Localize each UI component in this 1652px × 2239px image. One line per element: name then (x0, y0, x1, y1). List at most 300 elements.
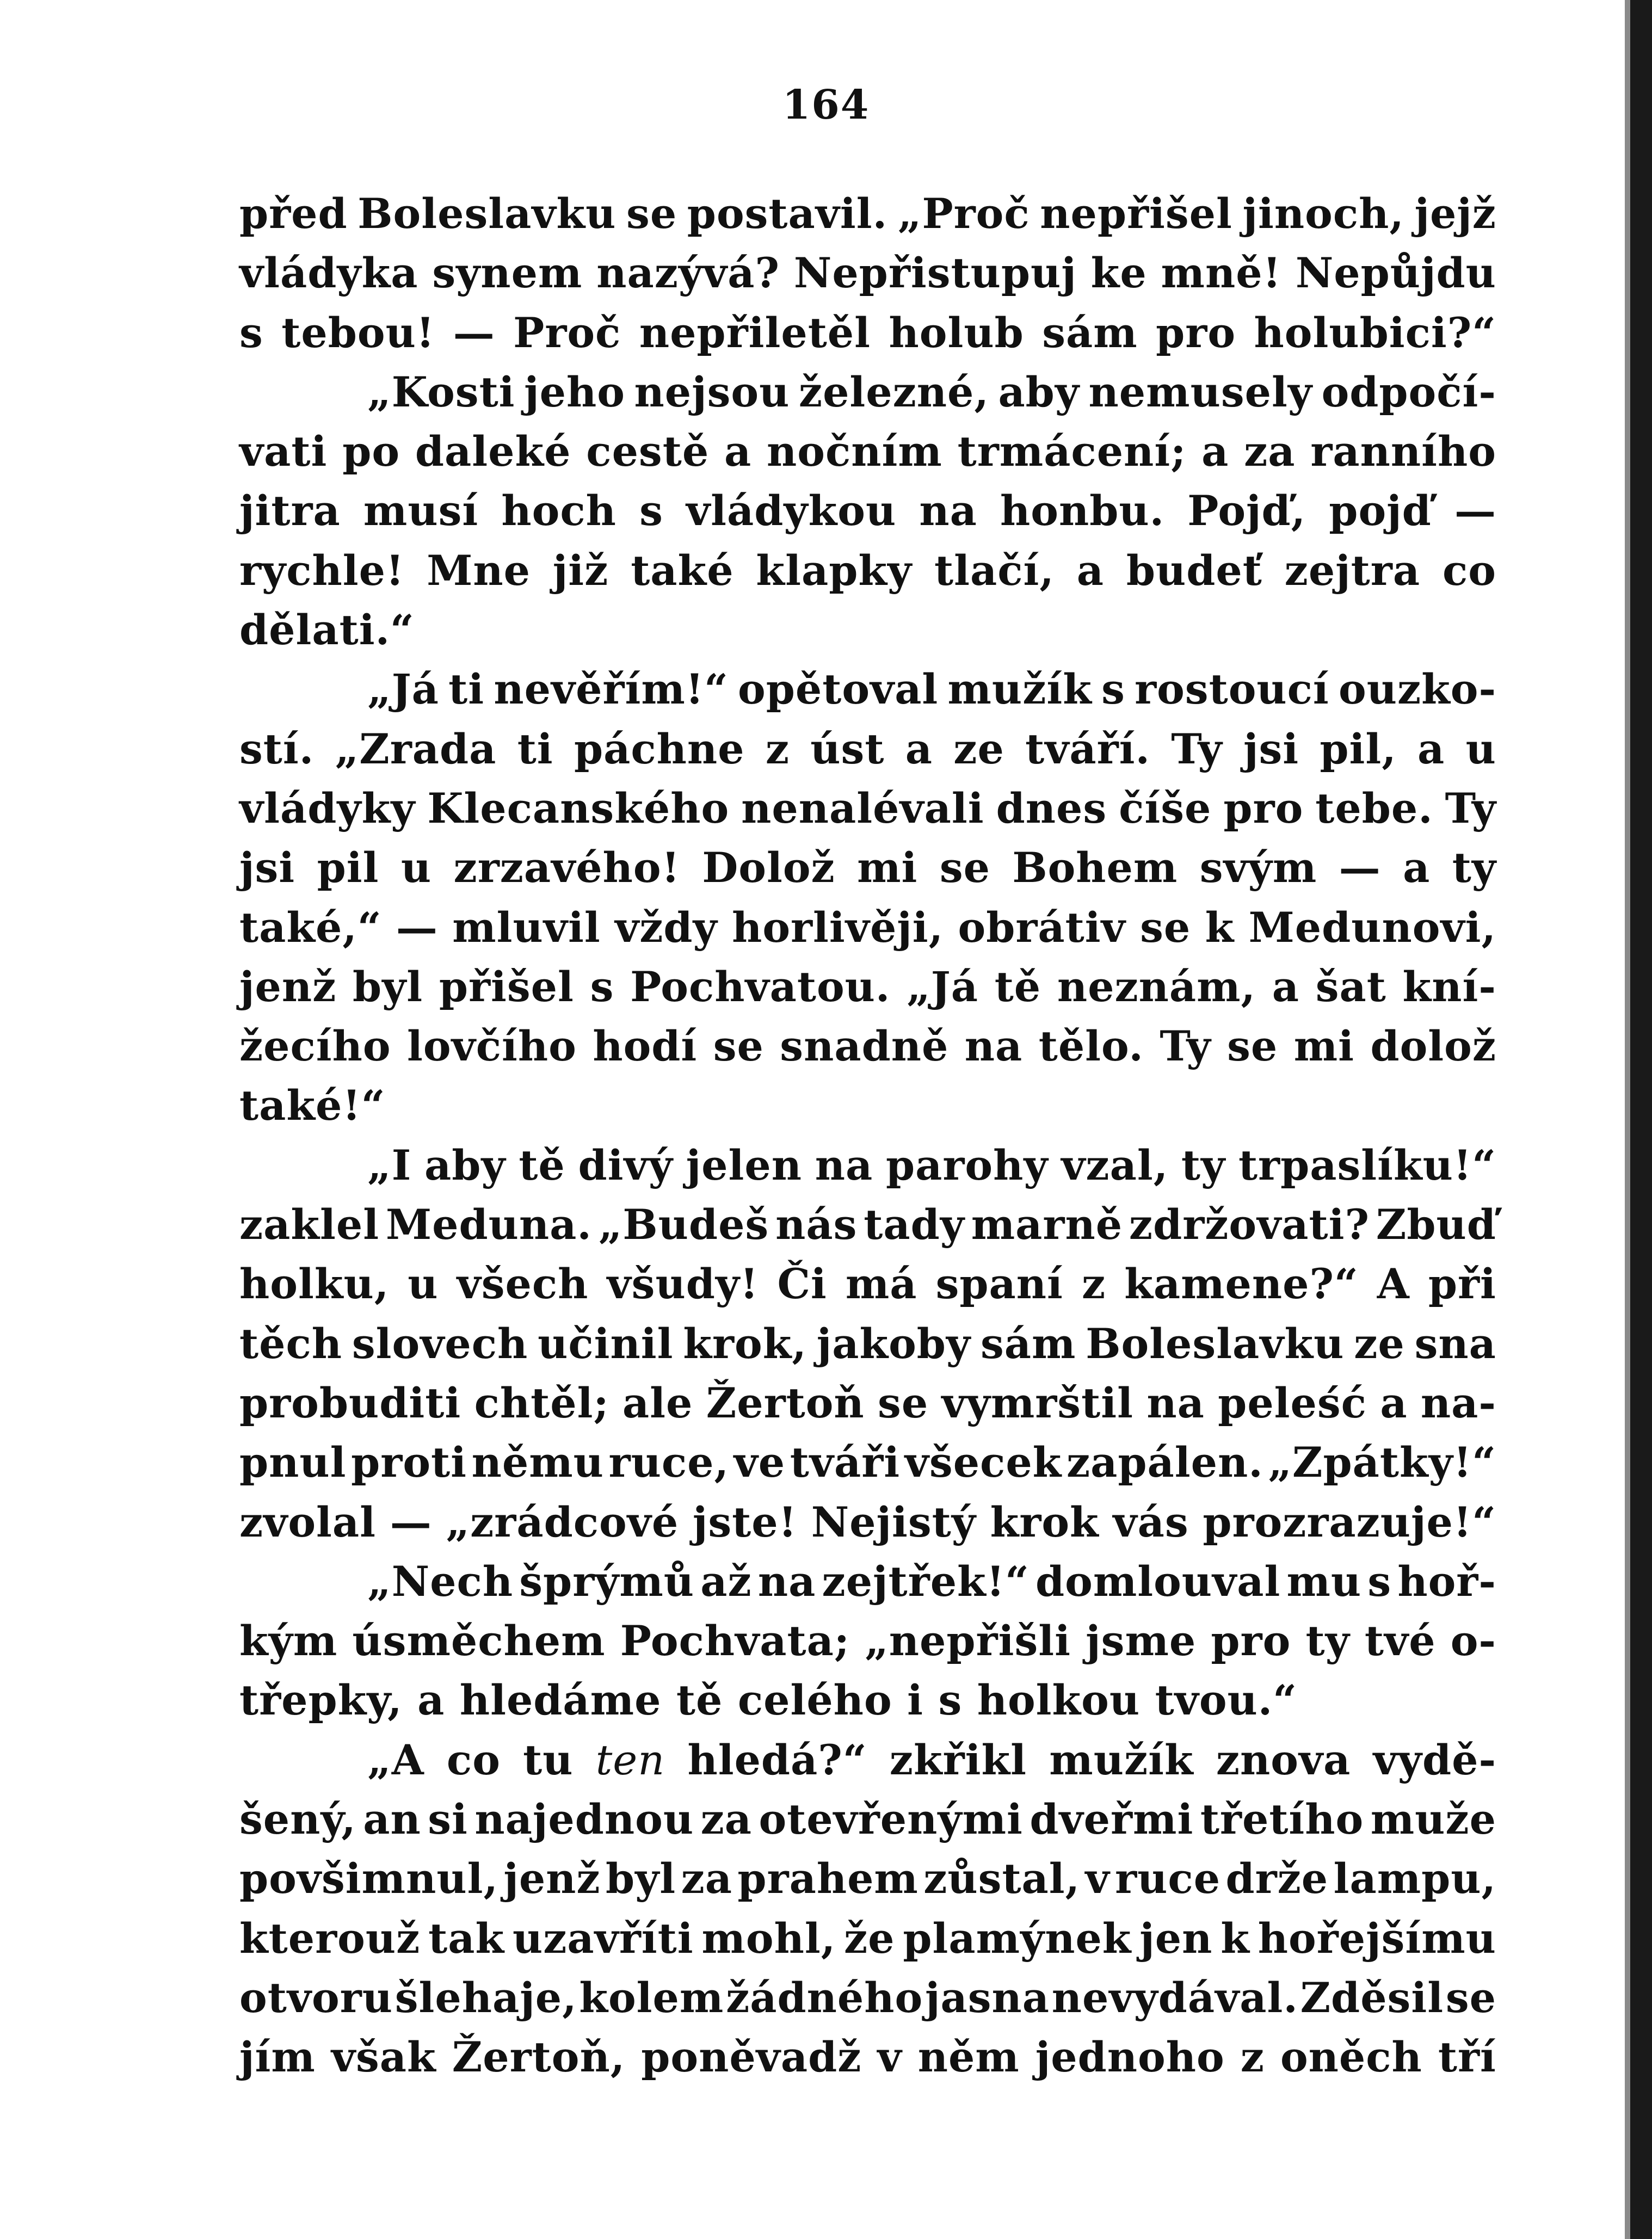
word: holku, (239, 1260, 390, 1309)
word: Zděsil (1300, 1973, 1444, 2022)
word: Mne (427, 546, 531, 595)
word: rychle! (239, 546, 405, 595)
word: klapky (756, 546, 913, 595)
text-line (239, 481, 1496, 540)
word: Pochvata; (620, 1617, 850, 1666)
word: Ty (1160, 1022, 1211, 1071)
word: Medunovi, (1248, 903, 1496, 952)
word: Dolož (702, 843, 835, 892)
word: hoch (501, 486, 617, 535)
word: z (765, 724, 790, 773)
word: také!“ (239, 1081, 386, 1130)
word: u (1465, 724, 1496, 773)
word: zrzavého! (453, 843, 680, 892)
word: krok (990, 1497, 1099, 1546)
word: na (919, 486, 977, 535)
word: na (815, 1140, 873, 1189)
word: ke (1090, 249, 1147, 298)
word: páchne (574, 724, 745, 773)
word: zapálen. (1066, 1438, 1263, 1487)
word: pro (1156, 308, 1236, 357)
word: tu (523, 1735, 574, 1784)
word: s (1367, 1557, 1392, 1606)
word: tlačí, (934, 546, 1055, 595)
word: k (1205, 903, 1235, 952)
word: obrátiv (958, 903, 1126, 952)
word: synem (432, 249, 583, 298)
word: třetího (1200, 1795, 1364, 1844)
text-line (239, 184, 1496, 243)
word: však (331, 2033, 436, 2082)
word: trmácení; (957, 427, 1187, 476)
word: muže (1370, 1795, 1496, 1844)
word: svým (1199, 843, 1317, 892)
word: probuditi (239, 1378, 461, 1427)
word: ty (1181, 1140, 1226, 1189)
word: daleké (415, 427, 571, 476)
word: jenž (503, 1854, 601, 1903)
word: úsměchem (352, 1617, 606, 1666)
word: ty (1452, 843, 1496, 892)
word: zvolal (239, 1497, 376, 1546)
word: vás (1113, 1497, 1189, 1546)
word: Či (777, 1260, 827, 1309)
word: — (396, 903, 438, 952)
word: vládyky (239, 784, 416, 832)
word: se (939, 843, 990, 892)
word: „I (367, 1140, 412, 1189)
text-line (239, 838, 1496, 897)
word: honbu. (1000, 486, 1165, 535)
word: „nepřišli (865, 1617, 1071, 1666)
word: má (845, 1260, 917, 1309)
word: při (1428, 1260, 1496, 1309)
word: žecího (239, 1022, 391, 1071)
word: holub (889, 308, 1024, 357)
word: povšimnul, (239, 1854, 498, 1903)
word: an (363, 1795, 421, 1844)
word: opětoval (738, 665, 939, 714)
word: z (1240, 2033, 1265, 2082)
word: jsi (1243, 724, 1299, 773)
word: tě (519, 1140, 565, 1189)
word: vati (239, 427, 328, 476)
word: co (446, 1735, 501, 1784)
word: uzavříti (512, 1914, 694, 1963)
word: jenž (239, 962, 337, 1011)
page-edge (1630, 0, 1652, 2239)
word: tak (428, 1914, 505, 1963)
word: vždy (615, 903, 718, 952)
word: holubici?“ (1254, 308, 1496, 357)
word: na (1146, 1378, 1205, 1427)
page-number: 164 (782, 82, 870, 128)
word: nepřiletěl (639, 308, 871, 357)
word: hledá?“ (687, 1735, 867, 1784)
word: dnes (996, 784, 1107, 832)
text-line (239, 362, 1496, 422)
word: holkou (977, 1676, 1155, 1725)
word: jsi (239, 843, 295, 892)
word: o- (1450, 1617, 1496, 1666)
word: budeť (1126, 546, 1262, 595)
word: aby (998, 367, 1080, 416)
word: ruce, (608, 1438, 729, 1487)
word: a (1403, 843, 1431, 892)
word: ze (953, 724, 1004, 773)
word: s (639, 486, 663, 535)
word: Ty (1445, 784, 1496, 832)
word: Meduna. (386, 1200, 592, 1249)
word: něm (917, 2033, 1020, 2082)
word: divý (578, 1140, 673, 1189)
word: marně (971, 1200, 1123, 1249)
word: Proč (513, 308, 621, 357)
word: se (1227, 1022, 1278, 1071)
word: lovčího (407, 1022, 577, 1071)
text-line (239, 1195, 1496, 1254)
word: „Zpátky!“ (1268, 1438, 1496, 1487)
word: na (964, 1022, 1023, 1071)
word: tří (1438, 2033, 1496, 2082)
text-line (239, 957, 1496, 1016)
word: na (757, 1557, 816, 1606)
page-edge-shadow (1625, 0, 1630, 2239)
word: a (1201, 427, 1229, 476)
word: otevřenými (759, 1795, 1023, 1844)
word: před (239, 189, 348, 238)
word: A (1377, 1260, 1410, 1309)
word: otvoru (239, 1973, 393, 2022)
word: žádného (726, 1973, 923, 2022)
text-line (239, 1909, 1496, 1968)
word: pil (317, 843, 379, 892)
word: hledáme (459, 1676, 676, 1725)
word: nenalévali (741, 784, 984, 832)
word: za (681, 1854, 732, 1903)
word: k (1220, 1914, 1250, 1963)
text-line (239, 2027, 1496, 2087)
word: poněvadž (641, 2033, 862, 2082)
word: pojď (1329, 486, 1432, 535)
word: zdržovati? (1129, 1200, 1370, 1249)
word: trpaslíku!“ (1238, 1140, 1496, 1189)
text-line (239, 1433, 1496, 1492)
word: v (877, 2033, 902, 2082)
word: tebe. (1315, 784, 1433, 832)
word: Bohem (1012, 843, 1178, 892)
word: šlehaje, (394, 1973, 577, 2022)
word: „zrádcové (446, 1497, 679, 1546)
word: hořejšímu (1258, 1914, 1496, 1963)
word: proti (351, 1438, 467, 1487)
word: oněch (1280, 2033, 1422, 2082)
word: odpočí- (1321, 367, 1496, 416)
word: rostoucí (1135, 665, 1329, 714)
word: Pochvatou. (630, 962, 891, 1011)
text-line (239, 1552, 1496, 1611)
word: tvé (1364, 1617, 1436, 1666)
word: pro (1211, 1617, 1291, 1666)
word: vymrštil (941, 1378, 1133, 1427)
word: a (1272, 962, 1299, 1011)
word: a (417, 1676, 460, 1725)
word: sám (980, 1319, 1076, 1368)
word: jste! (692, 1497, 797, 1546)
word: — (390, 1497, 432, 1546)
word: Ty (1171, 724, 1223, 773)
word: tělo. (1038, 1022, 1144, 1071)
word: mluvil (452, 903, 601, 952)
word: nás (775, 1200, 858, 1249)
word: s (590, 962, 614, 1011)
word: již (552, 546, 609, 595)
word: šený, (239, 1795, 356, 1844)
word: ti (517, 724, 553, 773)
word: všudy! (607, 1260, 759, 1309)
word: znova (1216, 1735, 1351, 1784)
word: za (1244, 427, 1296, 476)
word: tvou.“ (1155, 1676, 1297, 1725)
word: stí. (239, 724, 315, 773)
text-line (239, 1076, 1496, 1135)
word: za (700, 1795, 752, 1844)
word: až (700, 1557, 752, 1606)
word: mně! (1161, 249, 1281, 298)
word: Nepůjdu (1295, 249, 1496, 298)
word: byl (606, 1854, 676, 1903)
word: ve (733, 1438, 786, 1487)
text-line (239, 541, 1496, 600)
word: s (239, 308, 263, 357)
word: lampu, (1333, 1854, 1496, 1903)
word: a (1076, 546, 1104, 595)
word: třepky, (239, 1676, 418, 1725)
word: prozrazuje!“ (1203, 1497, 1496, 1546)
word: jím (239, 2033, 316, 2082)
word: tady (864, 1200, 965, 1249)
word: „Kosti (367, 367, 515, 416)
word: tváři (790, 1438, 901, 1487)
word: cestě (586, 427, 710, 476)
word: nepřišel (1040, 189, 1232, 238)
word: se (878, 1378, 929, 1427)
word: všech (457, 1260, 589, 1309)
word: Nepřistupuj (793, 249, 1077, 298)
word: pro (1223, 784, 1304, 832)
text-line (239, 1016, 1496, 1076)
word: jeho (524, 367, 625, 416)
word: — (1454, 486, 1496, 535)
word: němu (471, 1438, 604, 1487)
text-line (239, 1492, 1496, 1552)
word: spaní (935, 1260, 1063, 1309)
word: se (1445, 1973, 1496, 2022)
word: horlivěji, (732, 903, 944, 952)
word: z (1081, 1260, 1106, 1309)
word: a (1380, 1378, 1408, 1427)
word: Boleslavku (357, 189, 617, 238)
word: slovech (352, 1319, 528, 1368)
word: peleść (1218, 1378, 1367, 1427)
word: se (713, 1022, 764, 1071)
text-line (239, 1373, 1496, 1433)
word: také (631, 546, 734, 595)
word: mužík (947, 665, 1092, 714)
word: nejsou (634, 367, 790, 416)
word: dveřmi (1030, 1795, 1194, 1844)
word: šprýmů (519, 1557, 695, 1606)
word: „Zrada (335, 724, 497, 773)
word: hoř- (1397, 1557, 1496, 1606)
word: u (408, 1260, 439, 1309)
word: a (724, 427, 752, 476)
word: ruce (1115, 1854, 1221, 1903)
word: na- (1420, 1378, 1496, 1427)
word: zejtra (1284, 546, 1421, 595)
word: vládyka (239, 249, 418, 298)
word: s (938, 1676, 977, 1725)
word: mu (1286, 1557, 1362, 1606)
text-line (239, 659, 1496, 719)
word: plamýnek (903, 1914, 1132, 1963)
word: kterouž (239, 1914, 421, 1963)
word: ti (448, 665, 485, 714)
text-line (239, 779, 1496, 838)
word: co (1442, 546, 1496, 595)
word: dolož (1370, 1022, 1496, 1071)
text-line (239, 303, 1496, 362)
text-line (239, 1968, 1496, 2027)
word: jen (1139, 1914, 1213, 1963)
word: nazývá? (596, 249, 780, 298)
word: mohl, (701, 1914, 836, 1963)
word: nevydával. (1051, 1973, 1298, 2022)
word: Žertoň (706, 1378, 865, 1427)
text-line (239, 1670, 1496, 1730)
word: jejž (1414, 189, 1496, 238)
word: si (428, 1795, 468, 1844)
word: „Já (367, 665, 439, 714)
word: v (1085, 1854, 1110, 1903)
text-line (239, 1730, 1496, 1790)
word: vzal, (1061, 1140, 1169, 1189)
word: pnul (239, 1438, 347, 1487)
word: u (400, 843, 432, 892)
word: zkřikl (889, 1735, 1027, 1784)
body-text (239, 184, 1496, 2087)
text-line (239, 1254, 1496, 1313)
word: i (907, 1676, 939, 1725)
word: vládykou (686, 486, 897, 535)
word: ty (1305, 1617, 1350, 1666)
word: úst (810, 724, 885, 773)
word: jinoch, (1242, 189, 1404, 238)
text-line (239, 1790, 1496, 1849)
word: mi (857, 843, 918, 892)
word: parohy (885, 1140, 1049, 1189)
word: kolem (579, 1973, 724, 2022)
word: zůstal, (923, 1854, 1081, 1903)
word: tě (994, 962, 1041, 1011)
word: jsme (1086, 1617, 1197, 1666)
word: byl (352, 962, 423, 1011)
text-line (239, 1849, 1496, 1908)
word: po (342, 427, 400, 476)
word: krok, (683, 1319, 807, 1368)
word: Žertoň, (452, 2033, 626, 2082)
word: „Já (907, 962, 978, 1011)
word: jasna (924, 1973, 1050, 2022)
word: a (905, 724, 933, 773)
text-line (239, 422, 1496, 481)
word: „A (367, 1735, 424, 1784)
word: chtěl; (474, 1378, 609, 1427)
word: ouzko- (1339, 665, 1496, 714)
word: zejtřek!“ (822, 1557, 1030, 1606)
word: ze (1354, 1319, 1405, 1368)
word: číše (1119, 784, 1212, 832)
word: přišel (439, 962, 574, 1011)
word: „Proč (897, 189, 1030, 238)
word: — (1339, 843, 1381, 892)
text-line (239, 1136, 1496, 1195)
word: nevěřím!“ (494, 665, 729, 714)
word: musí (363, 486, 479, 535)
word: jelen (686, 1140, 802, 1189)
word: dělati.“ (239, 606, 415, 655)
word: sna (1414, 1319, 1496, 1368)
word: hodí (593, 1022, 698, 1071)
word: „Nech (367, 1557, 514, 1606)
word: jednoho (1035, 2033, 1225, 2082)
word: kní- (1402, 962, 1496, 1011)
word: tváří. (1025, 724, 1150, 773)
text-line (239, 898, 1496, 957)
word: železné, (798, 367, 989, 416)
word: domlouval (1035, 1557, 1281, 1606)
text-line (239, 1611, 1496, 1670)
word: že (844, 1914, 895, 1963)
word: a (1417, 724, 1445, 773)
word: kým (239, 1617, 338, 1666)
word: tě (676, 1676, 738, 1725)
word: nemusely (1088, 367, 1312, 416)
word: těch (239, 1319, 342, 1368)
word: Boleslavku (1086, 1319, 1345, 1368)
word: všecek (904, 1438, 1062, 1487)
text-line (239, 243, 1496, 303)
word: šat (1315, 962, 1386, 1011)
word: Pojď, (1187, 486, 1306, 535)
word: Zbuď (1376, 1200, 1496, 1249)
word: mužík (1049, 1735, 1194, 1784)
word: Nejistý (811, 1497, 976, 1546)
word: tebou! (281, 308, 435, 357)
word: jitra (239, 486, 341, 535)
word: také,“ (239, 903, 382, 952)
word: se (626, 189, 677, 238)
word: aby (424, 1140, 506, 1189)
word: „Budeš (598, 1200, 769, 1249)
word: se (1140, 903, 1191, 952)
text-line (239, 600, 1496, 659)
word: zaklel (239, 1200, 380, 1249)
word: sám (1042, 308, 1138, 357)
word: najednou (474, 1795, 694, 1844)
word: jakoby (816, 1319, 971, 1368)
word: kamene?“ (1124, 1260, 1359, 1309)
